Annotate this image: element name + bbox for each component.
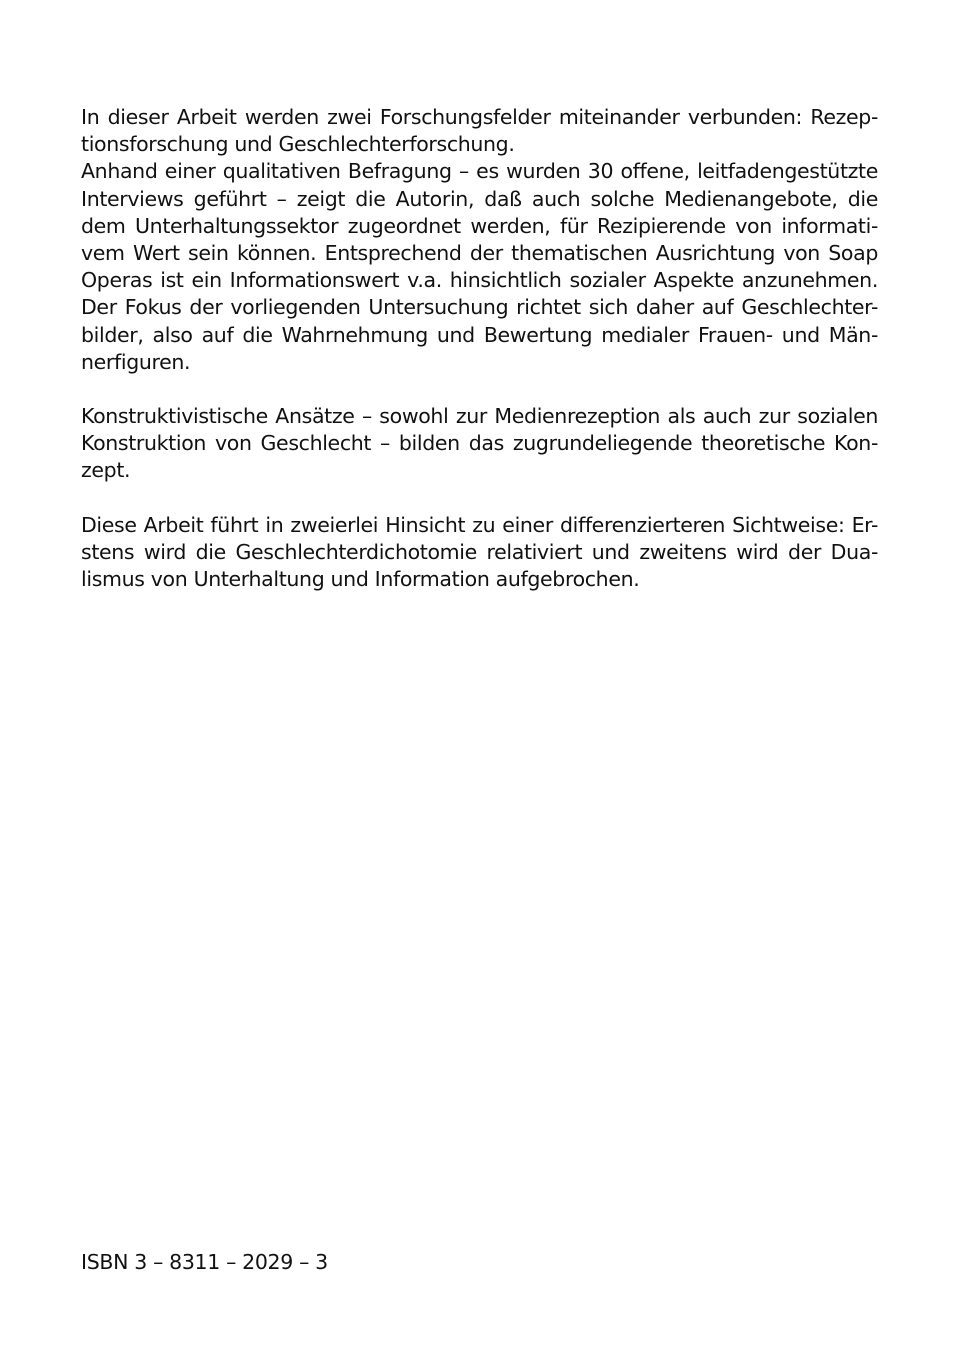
text-line: Diese Arbeit führt in zweierlei Hinsicht zu einer differenzierteren Sichtweise: Er- — [81, 513, 878, 537]
abstract-paragraph-3 — [81, 512, 878, 594]
text-line: Konstruktivistische Ansätze – sowohl zur Medienrezeption als auch zur sozialen — [81, 404, 878, 428]
text-line: zept. — [81, 458, 131, 483]
text-line: Der Fokus der vorliegenden Untersuchung richtet sich daher auf Geschlechter- — [81, 295, 878, 320]
text-line: bilder, also auf die Wahrnehmung und Bewertung medialer Frauen- und Män- — [81, 322, 878, 347]
text-line: nerfiguren. — [81, 349, 191, 374]
text-line: In dieser Arbeit werden zwei Forschungsfelder miteinander verbunden: Rezep- — [81, 105, 878, 129]
text-line: Operas ist ein Informationswert v.a. hinsichtlich sozialer Aspekte anzunehmen. — [81, 268, 878, 293]
text-line: Interviews geführt – zeigt die Autorin, daß auch solche Medienangebote, die — [81, 186, 878, 211]
abstract-paragraph-1 — [81, 104, 878, 376]
text-line: tionsforschung und Geschlechterforschung. — [81, 132, 515, 157]
abstract-paragraph-2 — [81, 403, 878, 485]
text-line: Anhand einer qualitativen Befragung – es wurden 30 offene, leitfadengestützte — [81, 159, 878, 184]
isbn-number: ISBN 3 – 8311 – 2029 – 3 — [81, 1250, 328, 1274]
text-line: stens wird die Geschlechterdichotomie relativiert und zweitens wird der Dua- — [81, 540, 878, 565]
text-line: dem Unterhaltungssektor zugeordnet werden, für Rezipierende von informati- — [81, 213, 878, 238]
text-line: lismus von Unterhaltung und Information aufgebrochen. — [81, 567, 640, 592]
text-line: Konstruktion von Geschlecht – bilden das zugrundeliegende theoretische Kon- — [81, 431, 878, 456]
text-line: vem Wert sein können. Entsprechend der thematischen Ausrichtung von Soap — [81, 241, 878, 266]
